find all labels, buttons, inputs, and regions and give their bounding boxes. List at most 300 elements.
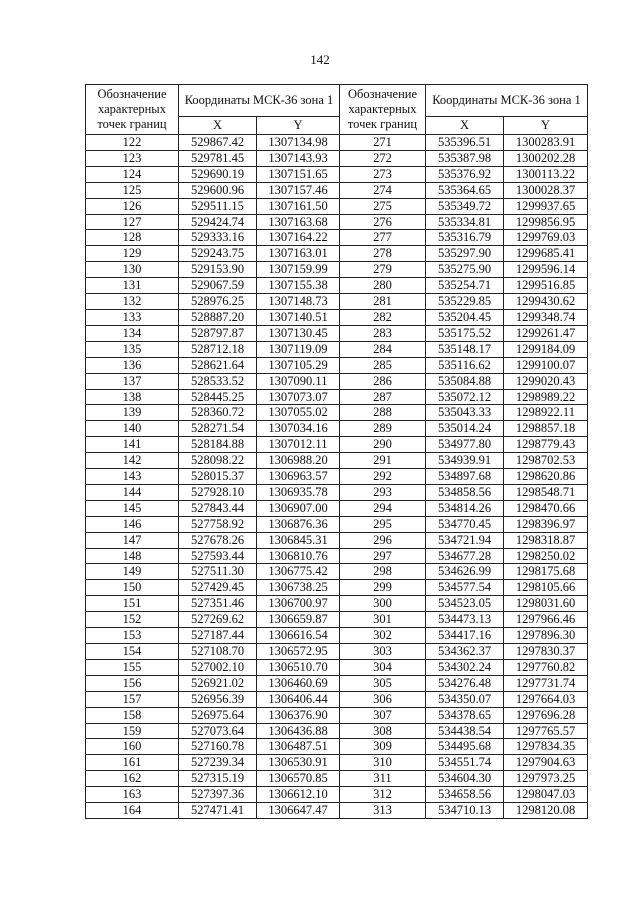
table-body — [86, 135, 588, 819]
point-id-right: 295 — [340, 516, 426, 532]
point-id-left: 131 — [86, 278, 179, 294]
table-row — [86, 739, 588, 755]
coord-x-right: 535387.98 — [426, 150, 504, 166]
coord-x-left: 527843.44 — [179, 500, 257, 516]
coord-y-left: 1307073.07 — [257, 389, 340, 405]
coord-y-left: 1306510.70 — [257, 659, 340, 675]
table-row — [86, 469, 588, 485]
coord-x-left: 529243.75 — [179, 246, 257, 262]
coord-x-right: 534977.80 — [426, 437, 504, 453]
point-id-left: 149 — [86, 564, 179, 580]
coord-y-right: 1299516.85 — [504, 278, 588, 294]
coord-y-left: 1306460.69 — [257, 675, 340, 691]
point-id-left: 138 — [86, 389, 179, 405]
coord-x-right: 534523.05 — [426, 596, 504, 612]
coord-x-left: 528098.22 — [179, 453, 257, 469]
point-id-left: 161 — [86, 755, 179, 771]
coord-y-right: 1300283.91 — [504, 135, 588, 151]
coord-y-left: 1307012.11 — [257, 437, 340, 453]
coord-y-right: 1298175.68 — [504, 564, 588, 580]
coord-x-left: 528184.88 — [179, 437, 257, 453]
point-id-right: 306 — [340, 691, 426, 707]
coord-x-left: 528976.25 — [179, 294, 257, 310]
point-id-right: 294 — [340, 500, 426, 516]
table-row — [86, 357, 588, 373]
point-id-right: 291 — [340, 453, 426, 469]
coord-x-left: 528445.25 — [179, 389, 257, 405]
point-id-right: 298 — [340, 564, 426, 580]
point-id-left: 148 — [86, 548, 179, 564]
point-id-left: 153 — [86, 628, 179, 644]
point-id-left: 125 — [86, 182, 179, 198]
coord-x-right: 534577.54 — [426, 580, 504, 596]
coord-y-left: 1307134.98 — [257, 135, 340, 151]
table-row — [86, 262, 588, 278]
coord-y-left: 1307157.46 — [257, 182, 340, 198]
coord-y-right: 1298779.43 — [504, 437, 588, 453]
coord-y-left: 1306907.00 — [257, 500, 340, 516]
header-y-right: Y — [504, 117, 588, 135]
coord-x-left: 528887.20 — [179, 309, 257, 325]
point-id-right: 299 — [340, 580, 426, 596]
coord-y-left: 1307161.50 — [257, 198, 340, 214]
point-id-right: 280 — [340, 278, 426, 294]
point-id-right: 302 — [340, 628, 426, 644]
point-id-left: 157 — [86, 691, 179, 707]
coord-x-left: 526975.64 — [179, 707, 257, 723]
coord-x-right: 535204.45 — [426, 309, 504, 325]
point-id-left: 159 — [86, 723, 179, 739]
coord-y-left: 1306738.25 — [257, 580, 340, 596]
coord-y-right: 1298250.02 — [504, 548, 588, 564]
table-row — [86, 421, 588, 437]
coord-x-right: 534362.37 — [426, 644, 504, 660]
coord-y-right: 1299856.95 — [504, 214, 588, 230]
point-id-right: 304 — [340, 659, 426, 675]
coord-x-right: 535229.85 — [426, 294, 504, 310]
table-row — [86, 612, 588, 628]
coord-x-left: 527187.44 — [179, 628, 257, 644]
coord-y-right: 1299430.62 — [504, 294, 588, 310]
coord-y-left: 1306876.36 — [257, 516, 340, 532]
coord-x-left: 529690.19 — [179, 166, 257, 182]
point-id-left: 126 — [86, 198, 179, 214]
point-id-right: 297 — [340, 548, 426, 564]
coord-y-left: 1306436.88 — [257, 723, 340, 739]
coord-x-right: 535297.90 — [426, 246, 504, 262]
table-row — [86, 437, 588, 453]
coord-y-right: 1299769.03 — [504, 230, 588, 246]
coord-y-left: 1307151.65 — [257, 166, 340, 182]
coord-y-left: 1307164.22 — [257, 230, 340, 246]
coord-y-left: 1307140.51 — [257, 309, 340, 325]
coord-y-right: 1298047.03 — [504, 787, 588, 803]
coord-x-right: 535334.81 — [426, 214, 504, 230]
coord-y-left: 1307155.38 — [257, 278, 340, 294]
point-id-left: 129 — [86, 246, 179, 262]
coord-y-left: 1306935.78 — [257, 484, 340, 500]
coordinates-table — [85, 84, 588, 819]
coord-x-left: 527928.10 — [179, 484, 257, 500]
coord-y-left: 1306616.54 — [257, 628, 340, 644]
coord-y-left: 1306647.47 — [257, 803, 340, 819]
table-row — [86, 803, 588, 819]
table-row — [86, 230, 588, 246]
coord-y-left: 1307148.73 — [257, 294, 340, 310]
table-row — [86, 516, 588, 532]
table-row — [86, 198, 588, 214]
table-row — [86, 294, 588, 310]
coord-x-right: 534710.13 — [426, 803, 504, 819]
coord-y-left: 1306963.57 — [257, 469, 340, 485]
coord-y-right: 1298989.22 — [504, 389, 588, 405]
table-row — [86, 596, 588, 612]
coord-x-left: 527002.10 — [179, 659, 257, 675]
point-id-left: 124 — [86, 166, 179, 182]
coord-x-right: 534438.54 — [426, 723, 504, 739]
coord-y-right: 1297664.03 — [504, 691, 588, 707]
point-id-right: 309 — [340, 739, 426, 755]
point-id-right: 313 — [340, 803, 426, 819]
table-row — [86, 246, 588, 262]
coord-x-left: 527471.41 — [179, 803, 257, 819]
coord-y-right: 1298470.66 — [504, 500, 588, 516]
coord-x-right: 535148.17 — [426, 341, 504, 357]
point-id-left: 143 — [86, 469, 179, 485]
point-id-right: 272 — [340, 150, 426, 166]
point-id-right: 275 — [340, 198, 426, 214]
coord-x-left: 529867.42 — [179, 135, 257, 151]
point-id-right: 312 — [340, 787, 426, 803]
coord-x-left: 527351.46 — [179, 596, 257, 612]
table-row — [86, 707, 588, 723]
coord-y-right: 1298318.87 — [504, 532, 588, 548]
coord-x-right: 535175.52 — [426, 325, 504, 341]
coord-y-right: 1299261.47 — [504, 325, 588, 341]
coord-y-right: 1297896.30 — [504, 628, 588, 644]
coord-y-right: 1297966.46 — [504, 612, 588, 628]
table-row — [86, 628, 588, 644]
table-row — [86, 389, 588, 405]
coord-x-left: 528533.52 — [179, 373, 257, 389]
coord-x-right: 535275.90 — [426, 262, 504, 278]
coord-x-left: 527269.62 — [179, 612, 257, 628]
coord-x-left: 528271.54 — [179, 421, 257, 437]
coord-x-right: 534770.45 — [426, 516, 504, 532]
coord-x-left: 529600.96 — [179, 182, 257, 198]
point-id-right: 308 — [340, 723, 426, 739]
coord-y-right: 1300028.37 — [504, 182, 588, 198]
coord-y-right: 1297696.28 — [504, 707, 588, 723]
coord-y-right: 1298031.60 — [504, 596, 588, 612]
point-id-left: 136 — [86, 357, 179, 373]
point-id-left: 123 — [86, 150, 179, 166]
point-id-right: 276 — [340, 214, 426, 230]
table-row — [86, 278, 588, 294]
point-id-left: 134 — [86, 325, 179, 341]
point-id-left: 147 — [86, 532, 179, 548]
header-y-left: Y — [257, 117, 340, 135]
coord-y-left: 1307105.29 — [257, 357, 340, 373]
header-x-left: X — [179, 117, 257, 135]
coord-x-left: 527678.26 — [179, 532, 257, 548]
table-row — [86, 548, 588, 564]
point-id-right: 303 — [340, 644, 426, 660]
coord-y-right: 1298702.53 — [504, 453, 588, 469]
coord-x-right: 534378.65 — [426, 707, 504, 723]
point-id-left: 142 — [86, 453, 179, 469]
point-id-right: 287 — [340, 389, 426, 405]
coord-x-left: 529424.74 — [179, 214, 257, 230]
header-x-right: X — [426, 117, 504, 135]
coord-y-right: 1298396.97 — [504, 516, 588, 532]
coord-y-left: 1307163.01 — [257, 246, 340, 262]
point-id-right: 305 — [340, 675, 426, 691]
coord-x-left: 528015.37 — [179, 469, 257, 485]
coord-x-left: 527315.19 — [179, 771, 257, 787]
point-id-right: 301 — [340, 612, 426, 628]
point-id-right: 288 — [340, 405, 426, 421]
coord-x-left: 526956.39 — [179, 691, 257, 707]
table-row — [86, 564, 588, 580]
coord-y-right: 1299596.14 — [504, 262, 588, 278]
coord-x-right: 534417.16 — [426, 628, 504, 644]
table-row — [86, 755, 588, 771]
coord-x-left: 527239.34 — [179, 755, 257, 771]
coord-y-right: 1297973.25 — [504, 771, 588, 787]
header-point-name-right: Обозначение характерных точек границ — [340, 85, 426, 135]
coord-y-left: 1306406.44 — [257, 691, 340, 707]
coord-y-left: 1306572.95 — [257, 644, 340, 660]
coord-y-left: 1307034.16 — [257, 421, 340, 437]
coord-x-right: 535014.24 — [426, 421, 504, 437]
coord-x-left: 528621.64 — [179, 357, 257, 373]
coord-x-left: 527758.92 — [179, 516, 257, 532]
coord-y-left: 1307159.99 — [257, 262, 340, 278]
point-id-right: 310 — [340, 755, 426, 771]
coord-x-right: 535316.79 — [426, 230, 504, 246]
table-row — [86, 341, 588, 357]
coord-x-left: 527108.70 — [179, 644, 257, 660]
coord-y-right: 1300202.28 — [504, 150, 588, 166]
coord-y-left: 1306810.76 — [257, 548, 340, 564]
point-id-left: 130 — [86, 262, 179, 278]
table-row — [86, 150, 588, 166]
coord-x-right: 534473.13 — [426, 612, 504, 628]
point-id-left: 151 — [86, 596, 179, 612]
coord-x-right: 534721.94 — [426, 532, 504, 548]
coord-y-right: 1299020.43 — [504, 373, 588, 389]
coord-x-left: 527511.30 — [179, 564, 257, 580]
coord-x-left: 529333.16 — [179, 230, 257, 246]
coord-x-left: 528797.87 — [179, 325, 257, 341]
point-id-left: 144 — [86, 484, 179, 500]
coord-x-left: 529067.59 — [179, 278, 257, 294]
coord-x-right: 535349.72 — [426, 198, 504, 214]
coord-y-right: 1297765.57 — [504, 723, 588, 739]
coord-y-right: 1298120.08 — [504, 803, 588, 819]
table-row — [86, 532, 588, 548]
point-id-right: 281 — [340, 294, 426, 310]
point-id-left: 137 — [86, 373, 179, 389]
point-id-left: 139 — [86, 405, 179, 421]
table-row — [86, 135, 588, 151]
point-id-right: 307 — [340, 707, 426, 723]
point-id-right: 300 — [340, 596, 426, 612]
coord-y-left: 1307090.11 — [257, 373, 340, 389]
coord-y-left: 1306845.31 — [257, 532, 340, 548]
page-number: 142 — [310, 52, 330, 67]
table-row — [86, 166, 588, 182]
header-coords-right: Координаты МСК-36 зона 1 — [426, 85, 588, 117]
point-id-right: 289 — [340, 421, 426, 437]
coord-y-left: 1307119.09 — [257, 341, 340, 357]
point-id-left: 127 — [86, 214, 179, 230]
coord-y-right: 1299348.74 — [504, 309, 588, 325]
table-row — [86, 675, 588, 691]
table-row — [86, 691, 588, 707]
coord-x-right: 534658.56 — [426, 787, 504, 803]
coord-x-right: 535376.92 — [426, 166, 504, 182]
table-row — [86, 453, 588, 469]
coord-x-left: 528360.72 — [179, 405, 257, 421]
coord-y-right: 1299685.41 — [504, 246, 588, 262]
point-id-left: 145 — [86, 500, 179, 516]
coord-x-right: 534276.48 — [426, 675, 504, 691]
coord-y-left: 1306988.20 — [257, 453, 340, 469]
coord-y-right: 1298857.18 — [504, 421, 588, 437]
coord-x-right: 535254.71 — [426, 278, 504, 294]
coord-y-right: 1297731.74 — [504, 675, 588, 691]
coord-x-left: 527397.36 — [179, 787, 257, 803]
point-id-left: 122 — [86, 135, 179, 151]
coord-x-right: 534858.56 — [426, 484, 504, 500]
point-id-right: 277 — [340, 230, 426, 246]
table-row — [86, 484, 588, 500]
point-id-left: 152 — [86, 612, 179, 628]
coord-y-left: 1306530.91 — [257, 755, 340, 771]
table-row — [86, 659, 588, 675]
table-row — [86, 325, 588, 341]
coord-x-right: 534626.99 — [426, 564, 504, 580]
coord-x-left: 528712.18 — [179, 341, 257, 357]
table-row — [86, 309, 588, 325]
table-row — [86, 580, 588, 596]
point-id-left: 132 — [86, 294, 179, 310]
coord-y-right: 1298548.71 — [504, 484, 588, 500]
coord-x-right: 535116.62 — [426, 357, 504, 373]
coord-y-left: 1306659.87 — [257, 612, 340, 628]
coord-x-right: 534897.68 — [426, 469, 504, 485]
coord-y-left: 1306570.85 — [257, 771, 340, 787]
coord-x-right: 535043.33 — [426, 405, 504, 421]
coord-x-right: 535396.51 — [426, 135, 504, 151]
coord-y-left: 1306376.90 — [257, 707, 340, 723]
point-id-right: 293 — [340, 484, 426, 500]
table-row — [86, 787, 588, 803]
coord-y-left: 1307163.68 — [257, 214, 340, 230]
coord-y-right: 1298105.66 — [504, 580, 588, 596]
coord-x-right: 534495.68 — [426, 739, 504, 755]
point-id-right: 284 — [340, 341, 426, 357]
table-row — [86, 182, 588, 198]
coord-x-right: 534604.30 — [426, 771, 504, 787]
point-id-left: 155 — [86, 659, 179, 675]
point-id-left: 158 — [86, 707, 179, 723]
coord-x-left: 527073.64 — [179, 723, 257, 739]
point-id-right: 283 — [340, 325, 426, 341]
coord-x-left: 527160.78 — [179, 739, 257, 755]
table-row — [86, 373, 588, 389]
coord-x-right: 534350.07 — [426, 691, 504, 707]
coord-y-left: 1307130.45 — [257, 325, 340, 341]
coord-y-left: 1306612.10 — [257, 787, 340, 803]
coord-y-right: 1297904.63 — [504, 755, 588, 771]
point-id-left: 163 — [86, 787, 179, 803]
coord-y-right: 1299184.09 — [504, 341, 588, 357]
table-row — [86, 500, 588, 516]
coord-y-right: 1297760.82 — [504, 659, 588, 675]
coord-x-left: 526921.02 — [179, 675, 257, 691]
coord-y-left: 1306487.51 — [257, 739, 340, 755]
point-id-right: 271 — [340, 135, 426, 151]
point-id-right: 296 — [340, 532, 426, 548]
header-coords-left: Координаты МСК-36 зона 1 — [179, 85, 340, 117]
point-id-left: 162 — [86, 771, 179, 787]
coord-x-right: 535364.65 — [426, 182, 504, 198]
point-id-left: 154 — [86, 644, 179, 660]
header-point-name-left: Обозначение характерных точек границ — [86, 85, 179, 135]
coord-x-right: 534677.28 — [426, 548, 504, 564]
coord-y-right: 1297830.37 — [504, 644, 588, 660]
point-id-left: 140 — [86, 421, 179, 437]
coord-y-right: 1298922.11 — [504, 405, 588, 421]
coord-y-left: 1307055.02 — [257, 405, 340, 421]
coord-y-right: 1297834.35 — [504, 739, 588, 755]
coord-x-right: 534551.74 — [426, 755, 504, 771]
point-id-left: 150 — [86, 580, 179, 596]
point-id-left: 160 — [86, 739, 179, 755]
coord-y-right: 1298620.86 — [504, 469, 588, 485]
point-id-right: 292 — [340, 469, 426, 485]
coord-x-left: 529153.90 — [179, 262, 257, 278]
point-id-right: 311 — [340, 771, 426, 787]
table-row — [86, 723, 588, 739]
coord-x-left: 529781.45 — [179, 150, 257, 166]
point-id-right: 274 — [340, 182, 426, 198]
coord-x-left: 527593.44 — [179, 548, 257, 564]
point-id-right: 278 — [340, 246, 426, 262]
point-id-right: 286 — [340, 373, 426, 389]
coord-x-right: 534302.24 — [426, 659, 504, 675]
point-id-right: 290 — [340, 437, 426, 453]
coord-y-right: 1300113.22 — [504, 166, 588, 182]
coord-x-right: 534814.26 — [426, 500, 504, 516]
point-id-left: 135 — [86, 341, 179, 357]
point-id-right: 279 — [340, 262, 426, 278]
coord-x-right: 535072.12 — [426, 389, 504, 405]
coord-y-right: 1299100.07 — [504, 357, 588, 373]
coord-x-left: 527429.45 — [179, 580, 257, 596]
coord-y-left: 1307143.93 — [257, 150, 340, 166]
table-row — [86, 214, 588, 230]
point-id-right: 285 — [340, 357, 426, 373]
coord-y-right: 1299937.65 — [504, 198, 588, 214]
point-id-left: 133 — [86, 309, 179, 325]
point-id-left: 156 — [86, 675, 179, 691]
coord-x-right: 535084.88 — [426, 373, 504, 389]
coord-x-left: 529511.15 — [179, 198, 257, 214]
